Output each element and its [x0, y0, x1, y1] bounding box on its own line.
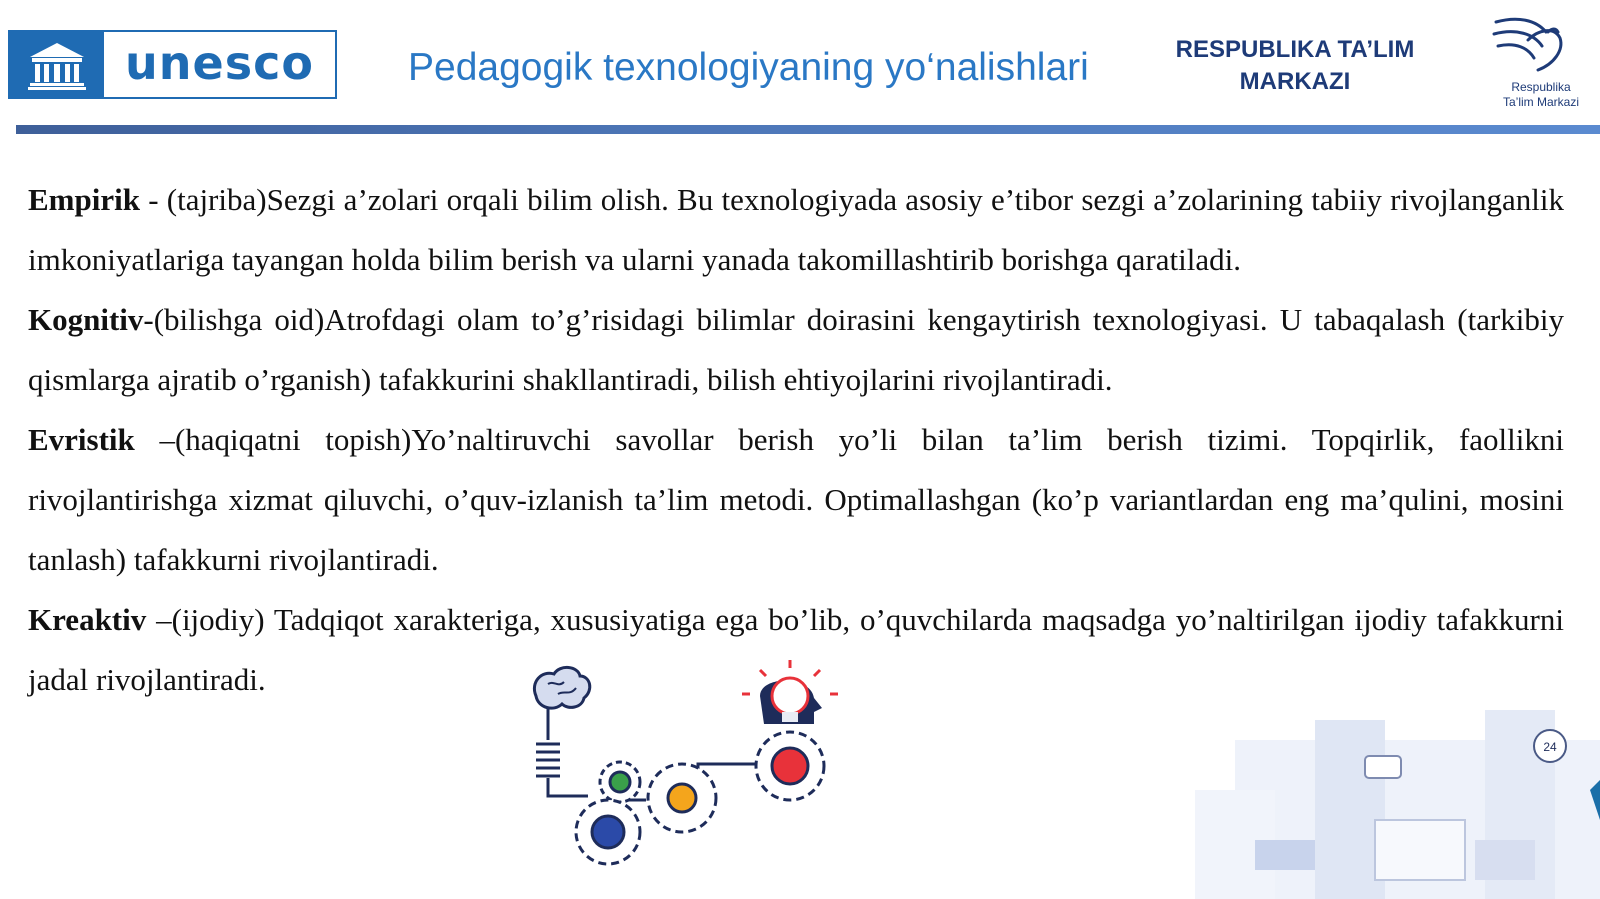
brain-icon	[534, 667, 589, 720]
slide-title: Pedagogik texnologiyaning yo‘nalishlari	[408, 46, 1089, 89]
term-kognitiv: Kognitiv	[28, 302, 144, 337]
lightbulb-head-icon	[742, 660, 838, 724]
term-empirik: Empirik	[28, 182, 140, 217]
caption-line-2: Ta’lim Markazi	[1502, 95, 1579, 109]
corner-badge: 24	[1543, 740, 1557, 754]
center-logo-caption	[1484, 80, 1598, 110]
caption-line-1: Respublika	[1511, 80, 1571, 94]
header-divider	[16, 125, 1600, 134]
term-kreaktiv: Kreaktiv	[28, 602, 147, 637]
paragraph-empirik	[28, 170, 1564, 290]
unesco-logo	[8, 30, 337, 99]
center-name: RESPUBLIKA TA’LIM MARKAZI	[1175, 36, 1415, 95]
text-kreaktiv: –(ijodiy) Tadqiqot xarakteriga, xususiyatiga ega bo’lib, o’quvchilarda maqsadga yo’naltirilgan ijodiy tafakkurni jadal rivojlantiradi.	[28, 602, 1564, 697]
text-kognitiv: -(bilishga oid)Atrofdagi olam to’g’risidagi bilimlar doirasini kengaytirish texnologiyasi. U tabaqalash (tarkibiy qismlarga ajratib o’rganish) tafakkurini shakllantiradi, bilish ehtiyojlarini rivojlantiradi.	[28, 302, 1564, 397]
paragraph-kognitiv	[28, 290, 1564, 410]
unesco-wordmark: unesco	[125, 35, 314, 90]
paragraph-evristik	[28, 410, 1564, 590]
slide-header	[0, 0, 1600, 130]
term-evristik: Evristik	[28, 422, 135, 457]
unesco-temple-icon	[10, 32, 104, 97]
office-illustration	[1195, 700, 1600, 899]
gears-icon	[528, 660, 858, 885]
text-evristik: –(haqiqatni topish)Yo’naltiruvchi savollar berish yo’li bilan ta’lim berish tizimi. Topqirlik, faollikni rivojlantirishga xizmat qiluvchi, o’quv-izlanish ta’lim metodi. Optimallashgan (ko’p variantlardan eng ma’qulini, mosini tanlash) tafakkurni rivojlantiradi.	[28, 422, 1564, 577]
slide-body	[28, 170, 1564, 710]
text-empirik: - (tajriba)Sezgi a’zolari orqali bilim olish. Bu texnologiyada asosiy e’tibor sezgi a’zolarining tabiiy rivojlanganlik imkoniyatlariga tayangan holda bilim berish va ularni yanada takomillashtirib borishga qaratiladi.	[28, 182, 1564, 277]
